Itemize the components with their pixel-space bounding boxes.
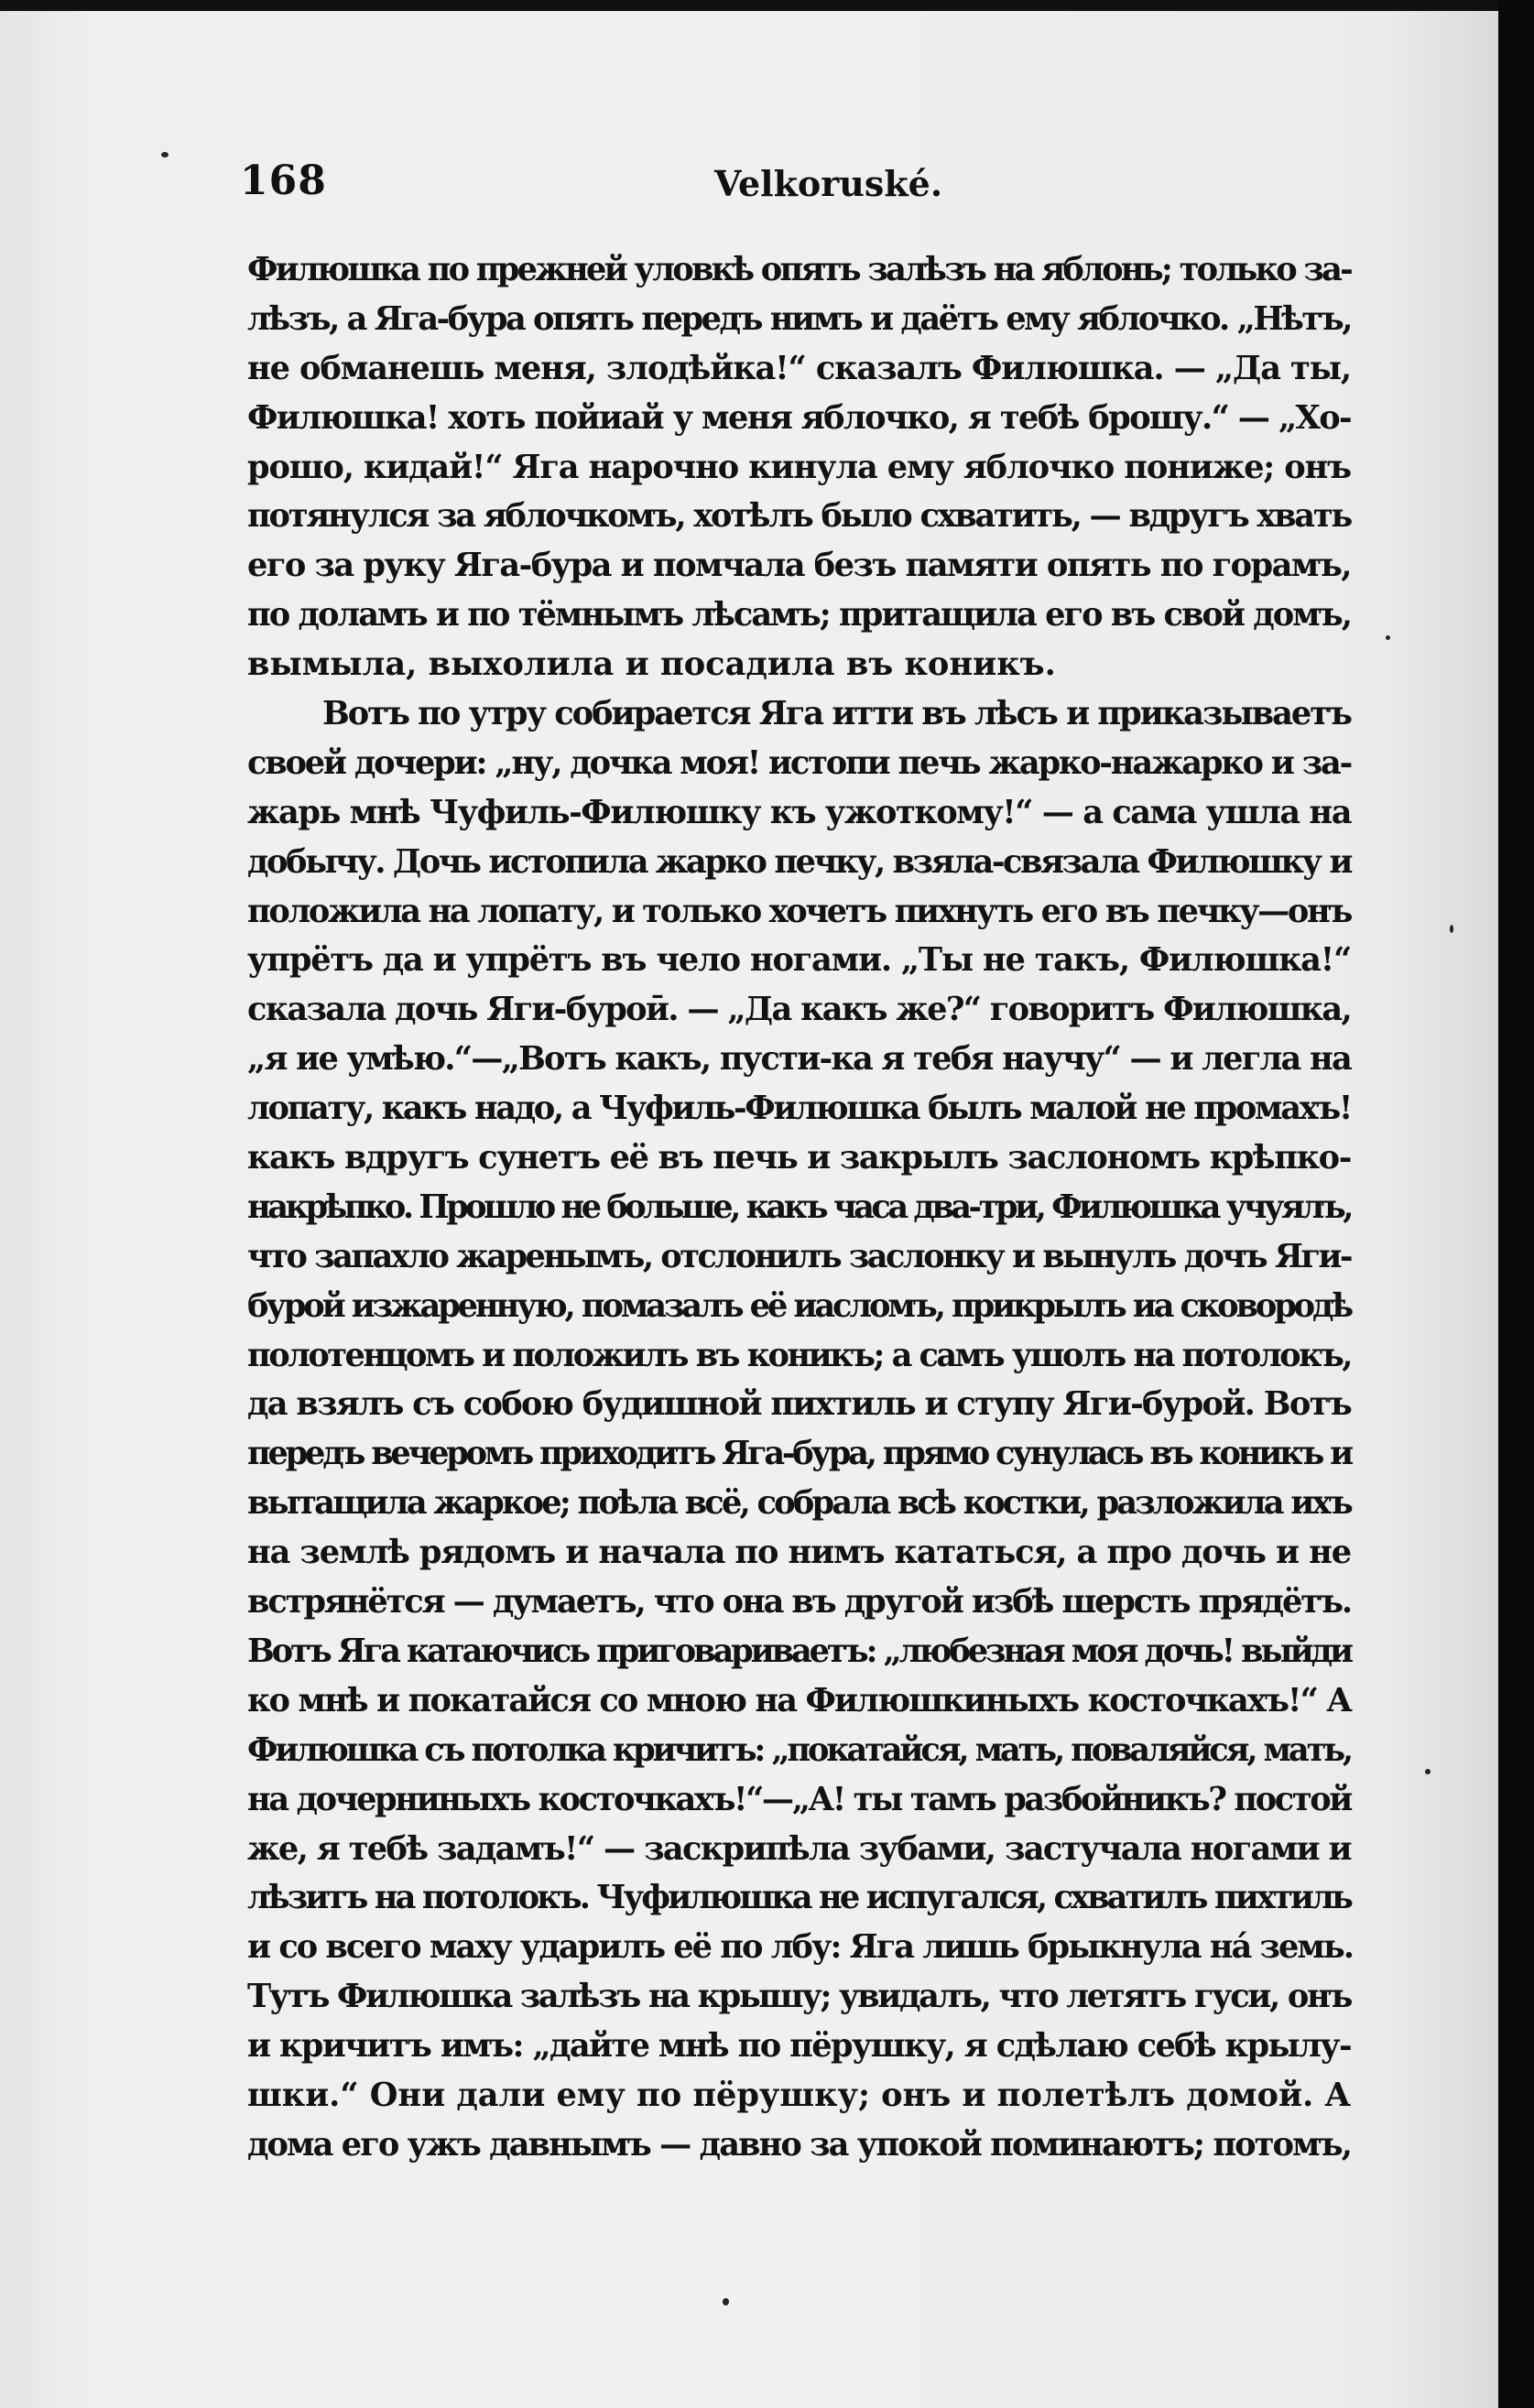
text-line: потянулся за яблочкомъ, хотѣлъ было схватить, — вдругъ хвать [247,497,1351,536]
scan-speck [1450,925,1453,933]
scan-speck [723,2298,729,2305]
text-line: лопату, какъ надо, а Чуфиль-Филюшка былъ малой не промахъ! [247,1090,1352,1128]
text-line: передъ вечеромъ приходитъ Яга-бура, прямо сунулась въ коникъ и [247,1435,1351,1473]
paragraph-1 [247,245,1351,689]
running-head [0,157,1502,212]
text-line: не обманешь меня, злодѣйка!“ сказалъ Филюшка. — „Да ты, [247,349,1351,387]
text-line: же, я тебѣ задамъ!“ — заскрипѣла зубами, застучала ногами и [247,1829,1351,1868]
text-line: добычу. Дочь истопила жарко печку, взяла-связала Филюшку и [247,842,1351,881]
text-line: и кричитъ имъ: „дайте мнѣ по пёрушку, я сдѣлаю себѣ крылу- [247,2027,1351,2066]
scan-top-border [0,0,1534,11]
scan-right-border [1498,0,1534,2408]
text-line: положила на лопату, и только хочетъ пихнуть его въ печку—онъ [247,892,1351,930]
text-line: накрѣпко. Прошло не больше, какъ часа два-три, Филюшка учуялъ, [247,1188,1351,1226]
text-line: жарь мнѣ Чуфиль-Филюшку къ ужоткому!“ — а сама ушла на [247,793,1351,831]
paragraph-2 [247,689,1354,2170]
text-line: вымыла, выхолила и посадила въ коникъ. [247,645,1056,684]
page-number: 168 [240,157,327,204]
text-line: его за руку Яга-бура и помчала безъ памяти опять по горамъ, [247,547,1351,585]
text-line: по доламъ и по тёмнымъ лѣсамъ; притащила его въ свой домъ, [247,596,1351,635]
text-line: и со всего маху ударилъ её по лбу: Яга лишь брыкнула на́ земь. [247,1928,1354,1967]
text-line: да взялъ съ собою будишной пихтиль и ступу Яги-бурой. Вотъ [247,1385,1351,1424]
text-line: какъ вдругъ сунетъ её въ печь и закрылъ заслономъ крѣпко- [247,1139,1351,1177]
text-line: полотенцомъ и положилъ въ коникъ; а самъ ушолъ на потолокъ, [247,1336,1351,1374]
scan-speck [1386,635,1390,640]
text-line: Вотъ по утру собирается Яга итти въ лѣсъ и приказываетъ [322,695,1351,733]
text-line: бурой изжаренную, помазалъ её иасломъ, прикрылъ иа сковородѣ [247,1286,1351,1325]
text-line: встрянётся — думаетъ, что она въ другой избѣ шерсть прядётъ. [247,1583,1351,1622]
text-line: Филюшка по прежней уловкѣ опять залѣзъ на яблонь; только за- [247,251,1351,288]
text-line: лѣзъ, а Яга-бура опять передъ нимъ и даётъ ему яблочко. „Нѣтъ, [247,299,1351,338]
text-line: упрётъ да и упрётъ въ чело ногами. „Ты не такъ, Филюшка!“ [247,941,1351,980]
running-title: Velkoruské. [714,163,943,204]
scan-speck [1425,1769,1431,1774]
scan-speck [161,152,169,157]
text-line: Вотъ Яга катаючись приговариваетъ: „любезная моя дочь! выйди [247,1632,1351,1670]
text-line: что запахло жаренымъ, отслонилъ заслонку и вынулъ дочъ Яги- [247,1237,1351,1275]
text-line: Филюшка! хоть пойиай у меня яблочко, я тебѣ брошу.“ — „Хо- [247,398,1351,437]
text-line: Тутъ Филюшка залѣзъ на крышу; увидалъ, что летятъ гуси, онъ [247,1978,1351,2016]
text-line: вытащила жаркое; поѣла всё, собрала всѣ костки, разложила ихъ [247,1484,1351,1523]
body-text [247,245,1354,2170]
text-line: сказала дочь Яги-буроӣ. — „Да какъ же?“ говоритъ Филюшка, [247,991,1351,1029]
text-line: „я ие умѣю.“—„Вотъ какъ, пусти-ка я тебя научу“ — и легла на [247,1040,1351,1079]
text-line: на землѣ рядомъ и начала по нимъ кататься, а про дочь и не [247,1534,1351,1572]
text-line: ко мнѣ и покатайся со мною на Филюшкиныхъ косточкахъ!“ А [247,1681,1351,1719]
text-line: рошо, кидай!“ Яга нарочно кинула ему яблочко пониже; онъ [247,448,1351,486]
text-line: своей дочери: „ну, дочка моя! истопи печь жарко-нажарко и за- [247,743,1351,782]
text-line: Филюшка съ потолка кричитъ: „покатайся, мать, поваляйся, мать, [247,1730,1351,1769]
text-line: на дочерниныхъ косточкахъ!“—„А! ты тамъ разбойникъ? постой [247,1780,1351,1818]
text-line: дома его ужъ давнымъ — давно за упокой поминаютъ; потомъ, [247,2125,1351,2164]
text-line: лѣзитъ на потолокъ. Чуфилюшка не испугался, схватилъ пихтиль [247,1879,1351,1917]
text-line: шки.“ Они дали ему по пёрушку; онъ и полетѣлъ домой. А [247,2076,1351,2114]
